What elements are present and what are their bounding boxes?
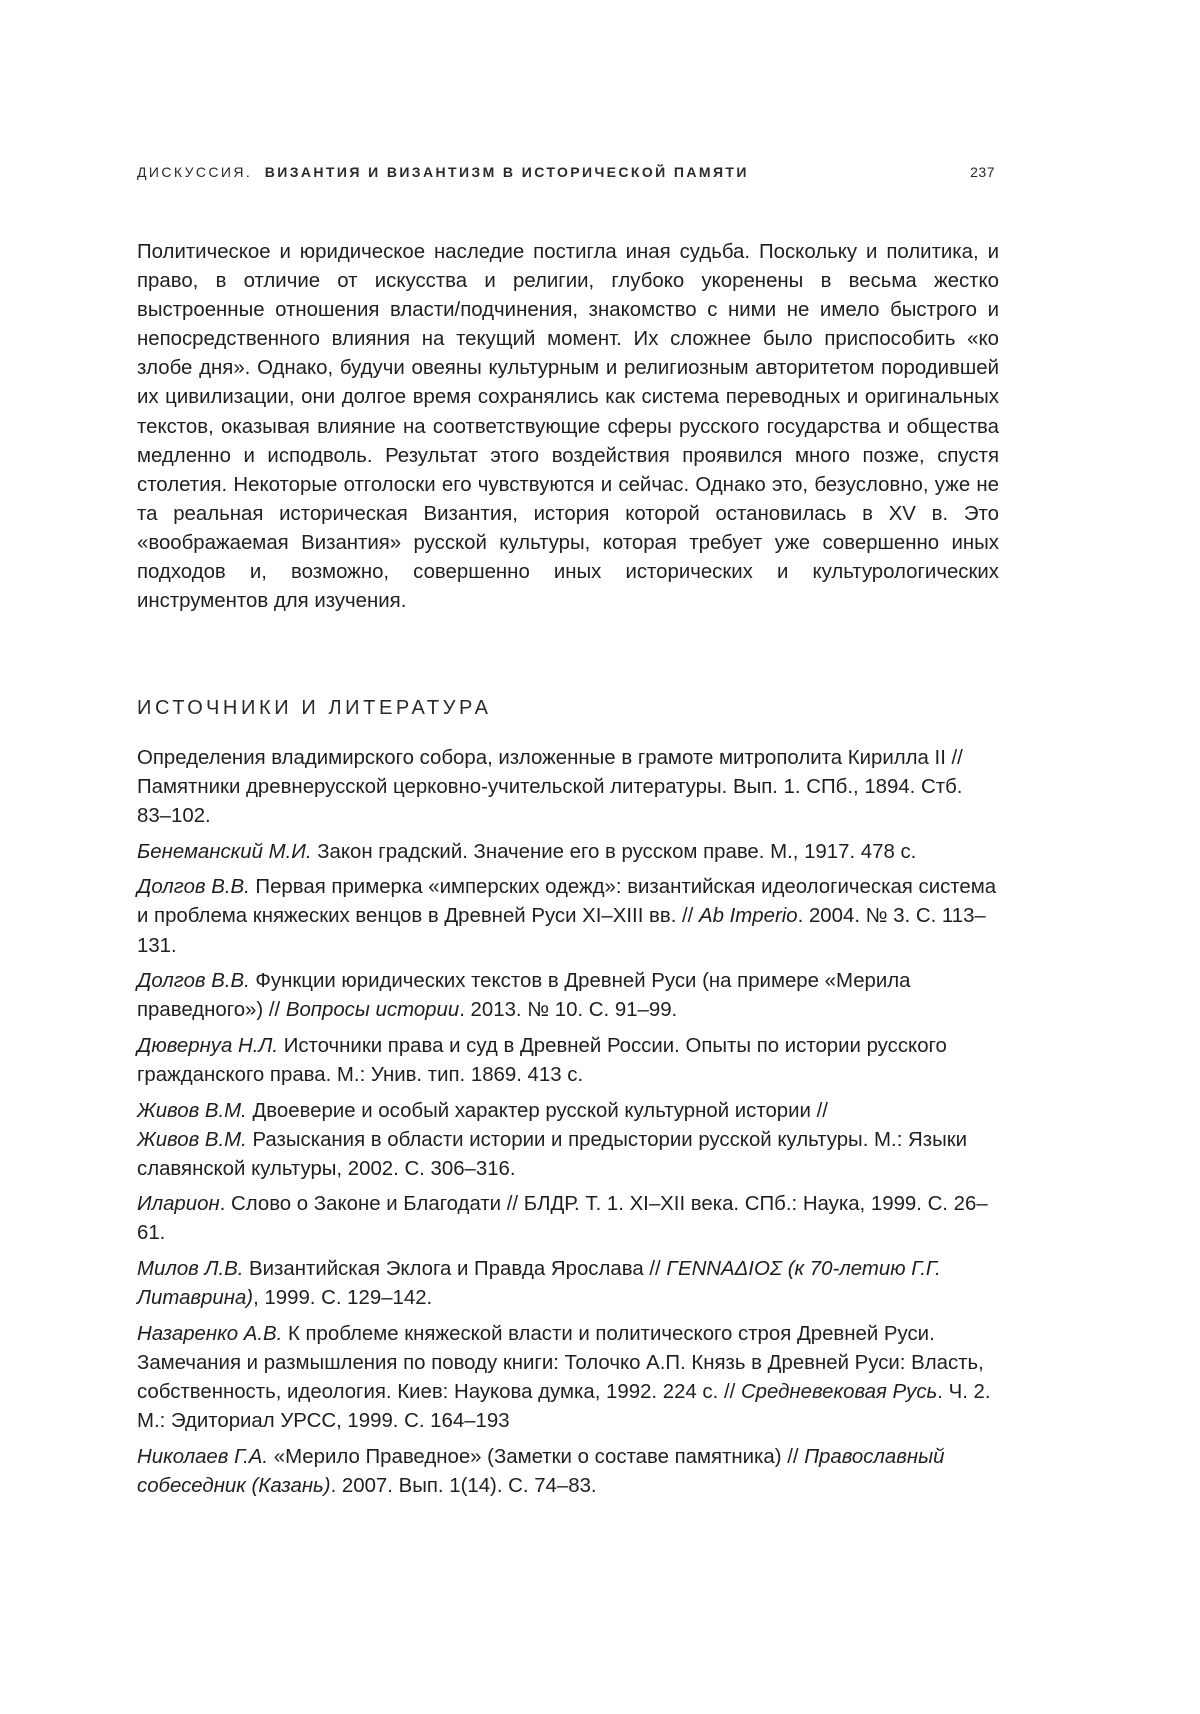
entry-author: Дювернуа Н.Л.	[137, 1035, 278, 1057]
entry-text: Источники права и суд в Древней России. Опыты по истории русского гражданского права. М.: Унив. тип. 1869. 413 с.	[137, 1035, 947, 1086]
entry-tail: . Ч. 2. М.: Эдиториал УРСС, 1999. С. 164–193	[137, 1381, 991, 1432]
running-title	[137, 164, 749, 180]
entry-author: Долгов В.В.	[137, 876, 250, 898]
entry-text: К проблеме княжеской власти и политического строя Древней Руси. Замечания и размышления по поводу книги: Толочко А.П. Князь в Древней Руси: Власть, собственность, идеология. Киев: Наукова думка, 1992. 224 с. //	[137, 1323, 984, 1403]
page-number: 237	[970, 164, 995, 180]
bibliography-entry	[137, 1320, 999, 1436]
entry-text: Закон градский. Значение его в русском праве. М., 1917. 478 с.	[312, 841, 917, 863]
bibliography-list	[137, 744, 999, 1507]
bibliography-entry	[137, 838, 999, 867]
entry-text: Определения владимирского собора, изложенные в грамоте митрополита Кирилла II // Памятники древнерусской церковно-учительской литературы. Вып. 1. СПб., 1894. Стб. 83–102.	[137, 747, 963, 827]
entry-italic: Православный собеседник (Казань)	[137, 1446, 944, 1497]
entry-italic: Средневековая Русь	[741, 1381, 937, 1403]
bibliography-entry	[137, 1255, 999, 1313]
bibliography-entry	[137, 873, 999, 960]
entry-italic: Живов В.М.	[137, 1129, 247, 1151]
entry-tail: , 1999. С. 129–142.	[253, 1287, 432, 1309]
entry-tail: Разыскания в области истории и предыстории русской культуры. М.: Языки славянской культуры, 2002. С. 306–316.	[137, 1129, 967, 1180]
entry-italic: Ab Imperio	[699, 905, 798, 927]
bibliography-entry	[137, 1443, 999, 1501]
running-header	[137, 164, 995, 186]
entry-author: Николаев Г.А.	[137, 1446, 268, 1468]
bibliography-entry	[137, 1190, 999, 1248]
entry-author: Милов Л.В.	[137, 1258, 243, 1280]
entry-author: Бенеманский М.И.	[137, 841, 312, 863]
header-title: ВИЗАНТИЯ И ВИЗАНТИЗМ В ИСТОРИЧЕСКОЙ ПАМЯТИ	[265, 164, 749, 180]
entry-text: . Слово о Законе и Благодати // БЛДР. Т. 1. XI–XII века. СПб.: Наука, 1999. С. 26–61.	[137, 1193, 988, 1244]
entry-author: Иларион	[137, 1193, 220, 1215]
entry-text: Византийская Эклога и Правда Ярослава //	[243, 1258, 666, 1280]
entry-text: Первая примерка «имперских одежд»: византийская идеологическая система и проблема княжеских венцов в Древней Руси XI–XIII вв. //	[137, 876, 996, 927]
bibliography-entry	[137, 1097, 999, 1184]
body-paragraph: Политическое и юридическое наследие постигла иная судьба. Поскольку и политика, и право, в отличие от искусства и религии, глубоко укоренены в весьма жестко выстроенные отношения власти/подчинения, знакомство с ними не имело быстрого и непосредственного влияния на текущий момент. Их сложнее было приспособить «ко злобе дня». Однако, будучи овеяны культурным и религиозным авторитетом породившей их цивилизации, они долгое время сохранялись как система переводных и оригинальных текстов, оказывая влияние на соответствующие сферы русского государства и общества медленно и исподволь. Результат этого воздействия проявился много позже, спустя столетия. Некоторые отголоски его чувствуются и сейчас. Однако это, безусловно, уже не та реальная историческая Византия, история которой остановилась в XV в. Это «воображаемая Византия» русской культуры, которая требует уже совершенно иных подходов и, возможно, совершенно иных исторических и культурологических инструментов для изучения.	[137, 238, 999, 616]
entry-tail: . 2013. № 10. С. 91–99.	[459, 999, 677, 1021]
entry-author: Живов В.М.	[137, 1100, 247, 1122]
bibliography-entry	[137, 744, 999, 831]
entry-author: Назаренко А.В.	[137, 1323, 282, 1345]
sources-heading: ИСТОЧНИКИ И ЛИТЕРАТУРА	[137, 697, 492, 720]
entry-text: Функции юридических текстов в Древней Руси (на примере «Мерила праведного») //	[137, 970, 911, 1021]
entry-text: Двоеверие и особый характер русской культурной истории //	[247, 1100, 828, 1122]
entry-tail: . 2004. № 3. С. 113–131.	[137, 905, 986, 956]
entry-italic: ΓΕΝΝΑΔΙΟΣ (к 70-летию Г.Г. Литаврина)	[137, 1258, 941, 1309]
entry-author: Долгов В.В.	[137, 970, 250, 992]
entry-italic: Вопросы истории	[286, 999, 459, 1021]
entry-tail: . 2007. Вып. 1(14). С. 74–83.	[331, 1475, 597, 1497]
header-rubric: ДИСКУССИЯ.	[137, 164, 252, 180]
entry-text: «Мерило Праведное» (Заметки о составе памятника) //	[268, 1446, 804, 1468]
bibliography-entry	[137, 1032, 999, 1090]
bibliography-entry	[137, 967, 999, 1025]
